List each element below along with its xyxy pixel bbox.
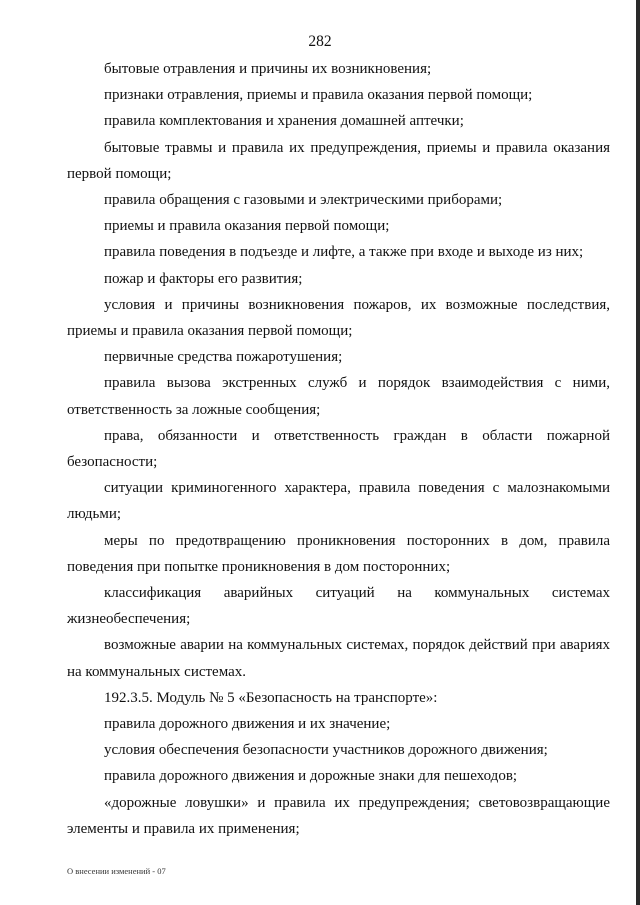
paragraph: правила поведения в подъезде и лифте, а также при входе и выходе из них; bbox=[104, 244, 584, 261]
paragraph: бытовые отравления и причины их возникновения; bbox=[104, 61, 432, 77]
paragraph: меры по предотвращению проникновения посторонних в дом, правила поведения при попытке проникновения в дом посторонних; bbox=[67, 532, 610, 575]
paragraph: бытовые травмы и правила их предупреждения, приемы и правила оказания первой помощи; bbox=[67, 139, 610, 182]
paragraph: правила комплектования и хранения домашней аптечки; bbox=[104, 113, 464, 130]
paragraph: условия и причины возникновения пожаров, их возможные последствия, приемы и правила оказания первой помощи; bbox=[67, 296, 610, 340]
paragraph: классификация аварийных ситуаций на коммунальных системах жизнеобеспечения; bbox=[67, 585, 610, 628]
paragraph: признаки отравления, приемы и правила оказания первой помощи; bbox=[104, 87, 533, 104]
paragraph: условия обеспечения безопасности участников дорожного движения; bbox=[104, 742, 548, 759]
paragraph: правила вызова экстренных служб и порядок взаимодействия с ними, ответственность за ложные сообщения; bbox=[67, 375, 610, 418]
paragraph: первичные средства пожаротушения; bbox=[104, 349, 343, 366]
section-heading: 192.3.5. Модуль № 5 «Безопасность на транспорте»: bbox=[104, 689, 438, 706]
paragraph: пожар и факторы его развития; bbox=[104, 270, 303, 287]
paragraph: «дорожные ловушки» и правила их предупреждения; световозвращающие элементы и правила их применения; bbox=[67, 794, 610, 837]
footer-note: О внесении изменений - 07 bbox=[67, 866, 166, 876]
paragraph: возможные аварии на коммунальных системах, порядок действий при авариях на коммунальных системах. bbox=[67, 637, 610, 680]
paragraph: правила дорожного движения и их значение; bbox=[104, 716, 391, 733]
paragraph: правила обращения с газовыми и электрическими приборами; bbox=[104, 192, 503, 209]
paragraph: права, обязанности и ответственность граждан в области пожарной безопасности; bbox=[67, 427, 610, 471]
scan-edge bbox=[636, 0, 640, 905]
paragraph: правила дорожного движения и дорожные знаки для пешеходов; bbox=[104, 768, 518, 785]
paragraph: приемы и правила оказания первой помощи; bbox=[104, 218, 390, 235]
document-body bbox=[67, 56, 610, 842]
page-number: 282 bbox=[308, 33, 332, 50]
paragraph: ситуации криминогенного характера, правила поведения с малознакомыми людьми; bbox=[67, 480, 610, 523]
